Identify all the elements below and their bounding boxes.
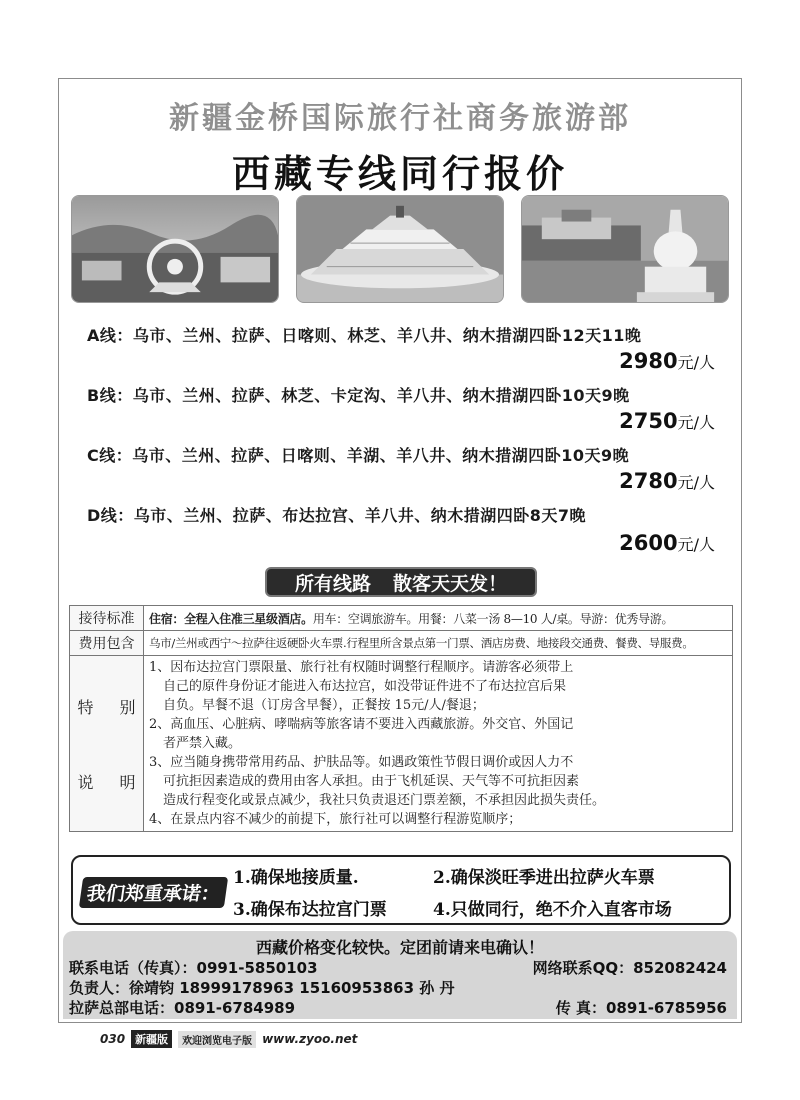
footer-slogan: 欢迎浏览电子版 [178, 1031, 256, 1048]
route-a: A线：乌市、兰州、拉萨、日喀则、林芝、羊八井、纳木措湖四卧12天11晚 [87, 326, 642, 345]
promise-item-4: 4.只做同行，绝不介入直客市场 [433, 900, 672, 920]
note-line: 2、高血压、心脏病、哮喘病等旅客请不要进入西藏旅游。外交官、外国记 [149, 717, 574, 732]
page-title: 西藏专线同行报价 [231, 152, 568, 196]
promise-box [71, 855, 731, 925]
promise-title: 我们郑重承诺： [79, 877, 228, 908]
banner-right: 散客天天发！ [393, 572, 508, 595]
contact-fax: 传 真：0891-6785956 [555, 999, 727, 1017]
contact-section [63, 931, 737, 1019]
contact-manager: 负责人：徐靖钧 18999178963 15160953863 孙 丹 [69, 979, 455, 997]
fee-include-label: 费用包含 [70, 631, 144, 656]
notes-label: 特 别 说 明 [70, 656, 144, 832]
footer-url[interactable]: www.zyoo.net [262, 1032, 358, 1046]
note-line: 4、在景点内容不减少的前提下，旅行社可以调整行程游览顺序； [149, 812, 522, 827]
note-line: 可抗拒因素造成的费用由客人承担。由于飞机延误、天气等不可抗拒因素 [163, 774, 580, 789]
banner-left: 所有线路 [294, 572, 371, 595]
price-a: 2980元/人 [619, 349, 715, 373]
price-d: 2600元/人 [619, 531, 715, 555]
price-c: 2780元/人 [619, 469, 715, 493]
contact-headline: 西藏价格变化较快。定团前请来电确认！ [255, 938, 544, 957]
photo-lhasa-city [71, 195, 279, 303]
promise-item-1: 1.确保地接质量. [233, 868, 359, 888]
fee-include-value: 乌市/兰州或西宁～拉萨往返硬卧火车票.行程里所含景点第一门票、酒店房费、地接段交通费、餐费、导服费。 [144, 631, 733, 656]
note-line: 1、因布达拉宫门票限量、旅行社有权随时调整行程顺序。请游客必须带上 [149, 660, 574, 675]
info-table [69, 605, 733, 832]
note-line: 者严禁入藏。 [163, 736, 242, 751]
brochure-frame [58, 78, 742, 1023]
reception-standard-label: 接待标准 [70, 606, 144, 631]
notes-content [144, 656, 733, 832]
table-row [70, 656, 733, 832]
company-name: 新疆金桥国际旅行社商务旅游部 [169, 101, 631, 136]
note-line: 造成行程变化或景点减少，我社只负责退还门票差额，不承担因此损失责任。 [163, 793, 606, 808]
route-d: D线：乌市、兰州、拉萨、布达拉宫、羊八井、纳木措湖四卧8天7晚 [87, 506, 587, 525]
contact-qq: 网络联系QQ：852082424 [532, 959, 727, 977]
table-row [70, 631, 733, 656]
photo-round-temple [296, 195, 504, 303]
daily-departure-banner [265, 567, 537, 597]
contact-lhasa: 拉萨总部电话：0891-6784989 [69, 999, 296, 1017]
price-b: 2750元/人 [619, 409, 715, 433]
promise-item-2: 2.确保淡旺季进出拉萨火车票 [433, 868, 655, 888]
note-line: 3、应当随身携带常用药品、护肤品等。如遇政策性节假日调价或因人力不 [149, 755, 574, 770]
promise-item-3: 3.确保布达拉宫门票 [233, 900, 387, 920]
page-number: 030 [100, 1032, 126, 1046]
route-b: B线：乌市、兰州、拉萨、林芝、卡定沟、羊八井、纳木措湖四卧10天9晚 [87, 386, 630, 405]
page-footer [100, 1030, 357, 1048]
note-line: 自负。早餐不退（订房含早餐），正餐按 15元/人/餐退； [163, 698, 485, 713]
photo-potala-stupa [521, 195, 729, 303]
table-row [70, 606, 733, 631]
route-c: C线：乌市、兰州、拉萨、日喀则、羊湖、羊八井、纳木措湖四卧10天9晚 [87, 446, 630, 465]
note-line: 自己的原件身份证才能进入布达拉宫，如没带证件进不了布达拉宫后果 [163, 679, 567, 694]
edition-badge: 新疆版 [131, 1030, 172, 1048]
reception-standard-value: 住宿：全程入住准三星级酒店。用车：空调旅游车。用餐：八菜一汤 8—10 人/桌。导游：优秀导游。 [144, 606, 733, 631]
contact-phone: 联系电话（传真）：0991-5850103 [69, 959, 318, 977]
